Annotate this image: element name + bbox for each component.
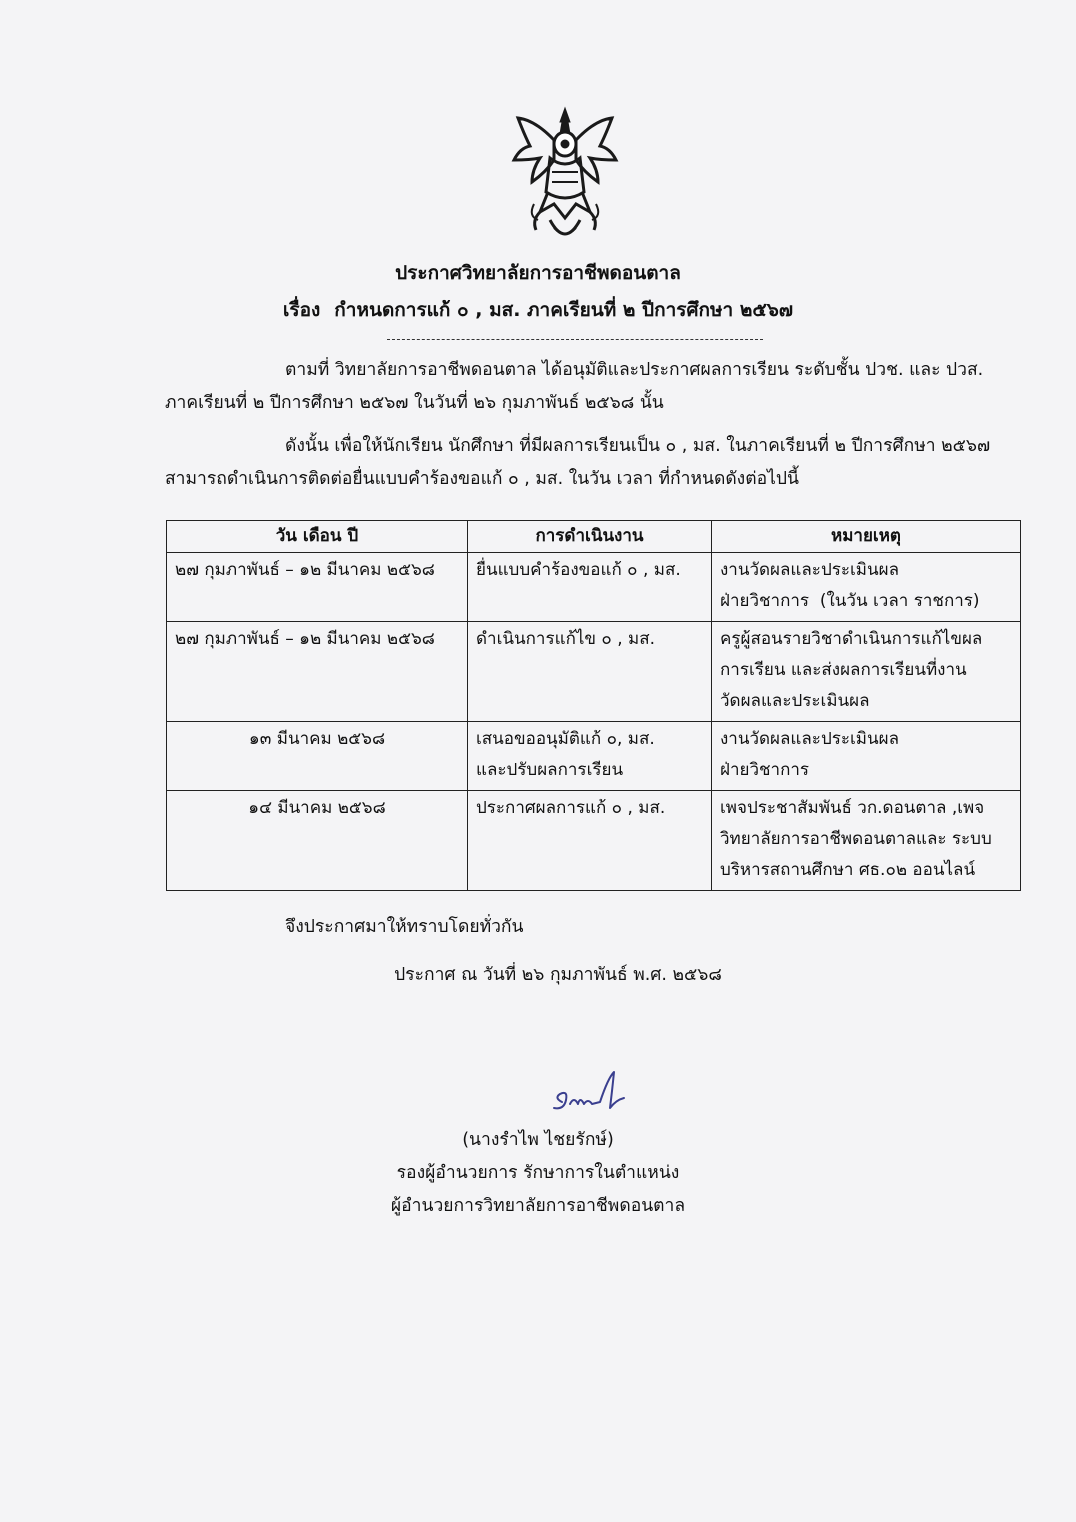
signer-position-2: ผู้อำนวยการวิทยาลัยการอาชีพดอนตาล xyxy=(390,1196,686,1216)
document-subject-line xyxy=(0,295,1076,325)
subject-label: เรื่อง xyxy=(282,299,321,321)
table-row xyxy=(167,553,1021,622)
table-cell-note xyxy=(712,722,1021,791)
schedule-table xyxy=(166,520,1021,891)
table-cell-date: ๒๗ กุมภาพันธ์ – ๑๒ มีนาคม ๒๕๖๘ xyxy=(167,622,468,722)
announcement-date: ประกาศ ณ วันที่ ๒๖ กุมภาพันธ์ พ.ศ. ๒๕๖๘ xyxy=(394,965,722,985)
handwritten-signature xyxy=(548,1068,630,1118)
document-title: ประกาศวิทยาลัยการอาชีพดอนตาล xyxy=(395,262,681,284)
signer-name: (นางรำไพ ไชยรักษ์) xyxy=(462,1130,614,1150)
action-line: ประกาศผลการแก้ ๐ , มส. xyxy=(476,798,666,818)
column-header-action: การดำเนินงาน xyxy=(468,521,712,553)
signer-position-1: รองผู้อำนวยการ รักษาการในตำแหน่ง xyxy=(396,1163,680,1183)
table-cell-action xyxy=(468,553,712,622)
closing-text: จึงประกาศมาให้ทราบโดยทั่วกัน xyxy=(285,917,524,937)
document-subject: กำหนดการแก้ ๐ , มส. ภาคเรียนที่ ๒ ปีการศึกษา ๒๕๖๗ xyxy=(334,299,794,321)
table-row xyxy=(167,622,1021,722)
action-line: ดำเนินการแก้ไข ๐ , มส. xyxy=(476,629,656,649)
paragraph-1-text: ตามที่ วิทยาลัยการอาชีพดอนตาล ได้อนุมัติและประกาศผลการเรียน ระดับชั้น ปวช. และ ปวส. ภาคเรียนที่ ๒ ปีการศึกษา ๒๕๖๗ ในวันที่ ๒๖ กุมภาพันธ์ ๒๕๖๘ นั้น xyxy=(165,360,984,413)
action-line: เสนอขออนุมัติแก้ ๐, มส. xyxy=(476,729,655,749)
paragraph-2-text: ดังนั้น เพื่อให้นักเรียน นักศึกษา ที่มีผลการเรียนเป็น ๐ , มส. ในภาคเรียนที่ ๒ ปีการศึกษา ๒๕๖๗ สามารถดำเนินการติดต่อยื่นแบบคำร้องขอแก้ ๐ , มส. ในวัน เวลา ที่กำหนดดังต่อไปนี้ xyxy=(165,436,991,489)
garuda-emblem-icon xyxy=(510,100,620,250)
table-cell-note xyxy=(712,622,1021,722)
column-header-note: หมายเหตุ xyxy=(712,521,1021,553)
action-line: ยื่นแบบคำร้องขอแก้ ๐ , มส. xyxy=(476,560,681,580)
table-row xyxy=(167,791,1021,891)
table-cell-date: ๑๓ มีนาคม ๒๕๖๘ xyxy=(167,722,468,791)
table-cell-date: ๑๔ มีนาคม ๒๕๖๘ xyxy=(167,791,468,891)
note-line: งานวัดผลและประเมินผล xyxy=(720,729,900,749)
table-header-row xyxy=(167,521,1021,553)
note-line: ครูผู้สอนรายวิชาดำเนินการแก้ไขผล xyxy=(720,629,983,649)
table-cell-action xyxy=(468,722,712,791)
title-divider xyxy=(387,339,763,340)
note-line: ฝ่ายวิชาการ (ในวัน เวลา ราชการ) xyxy=(720,591,980,611)
note-line: วัดผลและประเมินผล xyxy=(720,691,870,711)
paragraph-2 xyxy=(165,430,995,496)
table-cell-date: ๒๗ กุมภาพันธ์ – ๑๒ มีนาคม ๒๕๖๘ xyxy=(167,553,468,622)
table-cell-action xyxy=(468,622,712,722)
note-line: ฝ่ายวิชาการ xyxy=(720,760,810,780)
table-cell-note xyxy=(712,791,1021,891)
table-cell-note xyxy=(712,553,1021,622)
note-line: วิทยาลัยการอาชีพดอนตาลและ ระบบ xyxy=(720,829,992,849)
note-line: บริหารสถานศึกษา ศธ.๐๒ ออนไลน์ xyxy=(720,860,976,880)
table-row xyxy=(167,722,1021,791)
action-line: และปรับผลการเรียน xyxy=(476,760,624,780)
note-line: เพจประชาสัมพันธ์ วก.ดอนตาล ,เพจ xyxy=(720,798,985,818)
paragraph-1 xyxy=(165,354,995,420)
note-line: งานวัดผลและประเมินผล xyxy=(720,560,900,580)
column-header-date: วัน เดือน ปี xyxy=(167,521,468,553)
note-line: การเรียน และส่งผลการเรียนที่งาน xyxy=(720,660,967,680)
table-cell-action xyxy=(468,791,712,891)
